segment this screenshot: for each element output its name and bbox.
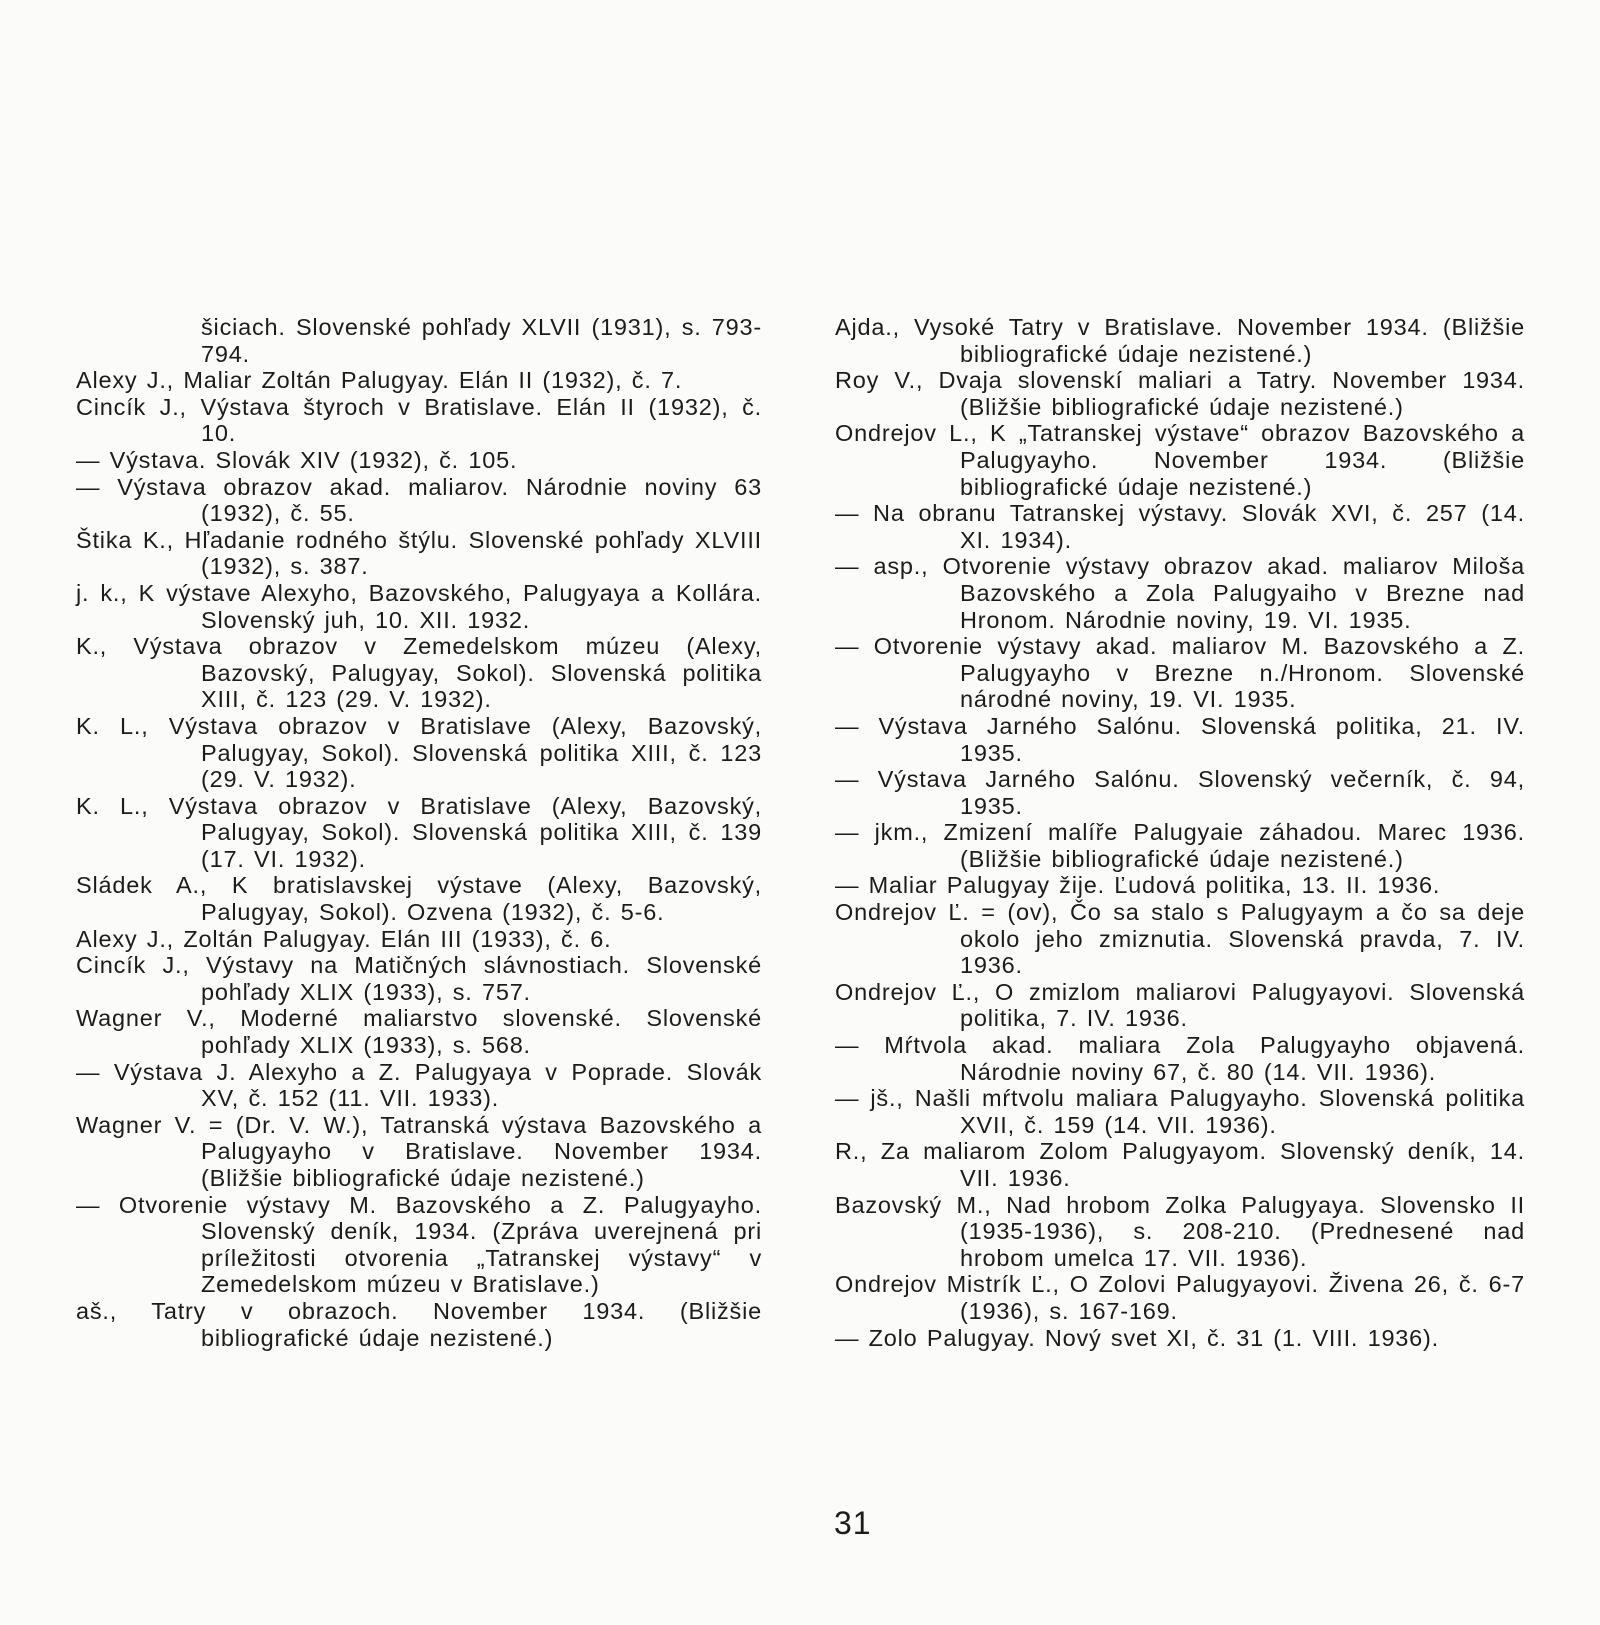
bibliography-entry: — Otvorenie výstavy akad. maliarov M. Bazovského a Z. Palugyayho v Brezne n./Hronom. Slovenské národné noviny, 19. VI. 1935. xyxy=(835,633,1525,713)
bibliography-entry: Roy V., Dvaja slovenskí maliari a Tatry. November 1934. (Bližšie bibliografické údaje nezistené.) xyxy=(835,367,1525,420)
bibliography-entry: K. L., Výstava obrazov v Bratislave (Alexy, Bazovský, Palugyay, Sokol). Slovenská politika XIII, č. 139 (17. VI. 1932). xyxy=(76,792,762,872)
bibliography-entry: Sládek A., K bratislavskej výstave (Alexy, Bazovský, Palugyay, Sokol). Ozvena (1932), č. 5-6. xyxy=(76,872,762,926)
bibliography-entry: j. k., K výstave Alexyho, Bazovského, Palugyaya a Kollára. Slovenský juh, 10. XII. 1932. xyxy=(76,579,762,633)
bibliography-entry: R., Za maliarom Zolom Palugyayom. Slovenský deník, 14. VII. 1936. xyxy=(835,1138,1525,1191)
bibliography-entry: Alexy J., Zoltán Palugyay. Elán III (1933), č. 6. xyxy=(76,925,612,952)
bibliography-entry: Alexy J., Maliar Zoltán Palugyay. Elán II (1932), č. 7. xyxy=(76,367,683,394)
bibliography-entry: Ondrejov L., K „Tatranskej výstave“ obrazov Bazovského a Palugyayho. November 1934. (Bližšie bibliografické údaje nezistené.) xyxy=(835,420,1525,500)
bibliography-entry: — Mŕtvola akad. maliara Zola Palugyayho objavená. Národnie noviny 67, č. 80 (14. VII. 1936). xyxy=(835,1032,1525,1085)
bibliography-entry: Ajda., Vysoké Tatry v Bratislave. November 1934. (Bližšie bibliografické údaje nezistené.) xyxy=(835,314,1525,367)
bibliography-entry: Ondrejov Mistrík Ľ., O Zolovi Palugyayovi. Živena 26, č. 6-7 (1936), s. 167-169. xyxy=(835,1271,1525,1324)
bibliography-entry: Wagner V. = (Dr. V. W.), Tatranská výstava Bazovského a Palugyayho v Bratislave. November 1934. (Bližšie bibliografické údaje nezistené.) xyxy=(76,1111,762,1191)
bibliography-entry: — Výstava Jarného Salónu. Slovenský večerník, č. 94, 1935. xyxy=(835,766,1525,819)
bibliography-entry: — Výstava obrazov akad. maliarov. Národnie noviny 63 (1932), č. 55. xyxy=(76,473,762,527)
bibliography-entry: Ondrejov Ľ. = (ov), Čo sa stalo s Palugyaym a čo sa deje okolo jeho zmiznutia. Slovenská pravda, 7. IV. 1936. xyxy=(835,899,1525,979)
bibliography-entry: šiciach. Slovenské pohľady XLVII (1931), s. 793-794. xyxy=(201,314,762,367)
bibliography-entry: Cincík J., Výstavy na Matičných slávnostiach. Slovenské pohľady XLIX (1933), s. 757. xyxy=(76,952,762,1005)
bibliography-entry: — Výstava Jarného Salónu. Slovenská politika, 21. IV. 1935. xyxy=(835,712,1525,766)
bibliography-entry: — Výstava J. Alexyho a Z. Palugyaya v Poprade. Slovák XV, č. 152 (11. VII. 1933). xyxy=(76,1058,762,1112)
bibliography-entry: — jš., Našli mŕtvolu maliara Palugyayho. Slovenská politika XVII, č. 159 (14. VII. 1936). xyxy=(835,1085,1525,1138)
bibliography-entry: Bazovský M., Nad hrobom Zolka Palugyaya. Slovensko II (1935-1936), s. 208-210. (Prednesené nad hrobom umelca 17. VII. 1936). xyxy=(835,1191,1525,1271)
bibliography-entry: — Zolo Palugyay. Nový svet XI, č. 31 (1. VIII. 1936). xyxy=(835,1324,1440,1351)
bibliography-entry: Cincík J., Výstava štyroch v Bratislave. Elán II (1932), č. 10. xyxy=(76,393,762,447)
bibliography-entry: aš., Tatry v obrazoch. November 1934. (Bližšie bibliografické údaje nezistené.) xyxy=(76,1297,762,1351)
bibliography-entry: — jkm., Zmizení malíře Palugyaie záhadou. Marec 1936. (Bližšie bibliografické údaje nezistené.) xyxy=(835,819,1525,872)
bibliography-entry: K., Výstava obrazov v Zemedelskom múzeu (Alexy, Bazovský, Palugyay, Sokol). Slovenská politika XIII, č. 123 (29. V. 1932). xyxy=(76,633,762,713)
bibliography-entry: — Otvorenie výstavy M. Bazovského a Z. Palugyayho. Slovenský deník, 1934. (Zpráva uverejnená pri príležitosti otvorenia „Tatranskej výstavy“ v Zemedelskom múzeu v Bratislave.) xyxy=(76,1191,762,1298)
bibliography-entry: K. L., Výstava obrazov v Bratislave (Alexy, Bazovský, Palugyay, Sokol). Slovenská politika XIII, č. 123 (29. V. 1932). xyxy=(76,712,762,793)
bibliography-entry: Ondrejov Ľ., O zmizlom maliarovi Palugyayovi. Slovenská politika, 7. IV. 1936. xyxy=(835,978,1525,1032)
right-column xyxy=(835,314,1525,1351)
bibliography-entry: Štika K., Hľadanie rodného štýlu. Slovenské pohľady XLVIII (1932), s. 387. xyxy=(76,526,762,580)
left-column xyxy=(76,314,762,1351)
bibliography-entry: — Na obranu Tatranskej výstavy. Slovák XVI, č. 257 (14. XI. 1934). xyxy=(835,500,1525,553)
bibliography-entry: — Výstava. Slovák XIV (1932), č. 105. xyxy=(76,446,518,473)
bibliography-entry: — Maliar Palugyay žije. Ľudová politika, 13. II. 1936. xyxy=(835,872,1441,899)
page-number: 31 xyxy=(834,1505,872,1541)
bibliography-entry: — asp., Otvorenie výstavy obrazov akad. maliarov Miloša Bazovského a Zola Palugyaiho v Brezne nad Hronom. Národnie noviny, 19. VI. 1935. xyxy=(835,553,1525,633)
bibliography-entry: Wagner V., Moderné maliarstvo slovenské. Slovenské pohľady XLIX (1933), s. 568. xyxy=(76,1005,762,1059)
